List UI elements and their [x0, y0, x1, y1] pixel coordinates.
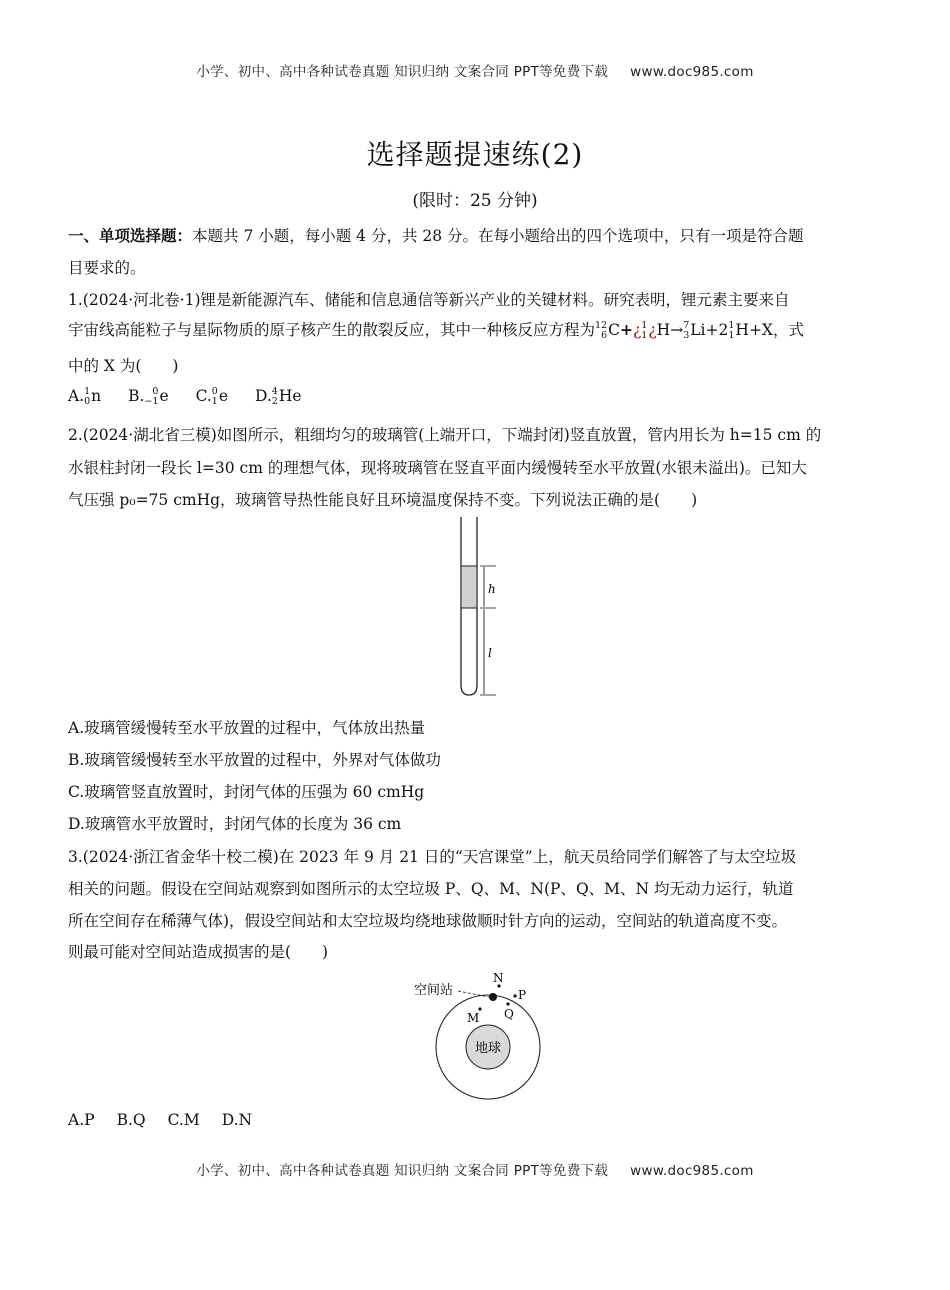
q2-option-c[interactable]: C.玻璃管竖直放置时，封闭气体的压强为 60 cmHg [68, 783, 425, 801]
footer-url[interactable]: www.doc985.com [630, 1163, 754, 1179]
q3-orbit-figure [410, 965, 570, 1100]
q1-option-b[interactable]: B. 0 −1 e [128, 386, 169, 407]
space-station-dot [489, 993, 497, 1001]
q1-line3: 中的 X 为( ) [68, 357, 179, 375]
q3-option-a[interactable]: A.P [68, 1111, 95, 1129]
q3-options [68, 1111, 274, 1129]
page-subtitle: (限时：25 分钟) [412, 191, 538, 211]
q1-option-d[interactable]: D. 4 2 He [254, 386, 302, 407]
q2-option-d[interactable]: D.玻璃管水平放置时，封闭气体的长度为 36 cm [68, 815, 402, 833]
q1-line2-prefix: 宇宙线高能粒子与星际物质的原子核产生的散裂反应，其中一种核反应方程为 [68, 321, 596, 339]
page-header [0, 60, 950, 80]
debris-p-dot [513, 994, 516, 997]
section-heading-line [68, 224, 804, 246]
label-h: h [488, 582, 496, 596]
q1-option-a[interactable]: A. 1 0 n [68, 386, 102, 407]
section-heading: 一、单项选择题： [68, 226, 193, 245]
q2-option-b[interactable]: B.玻璃管缓慢转至水平放置的过程中，外界对气体做功 [68, 751, 441, 769]
q3-line2: 相关的问题。假设在空间站观察到如图所示的太空垃圾 P、Q、M、N(P、Q、M、N 均无动力运行，轨道 [68, 880, 794, 898]
q1-option-c[interactable]: C. 0 1 e [195, 386, 229, 407]
q3-option-c[interactable]: C.M [167, 1111, 200, 1129]
header-url[interactable]: www.doc985.com [630, 64, 754, 80]
q1-line2 [68, 318, 804, 341]
earth-label: 地球 [474, 1041, 502, 1056]
footer-text: 小学、初中、高中各种试卷真题 知识归纳 文案合同 PPT等免费下载 [196, 1163, 609, 1179]
debris-q-dot [506, 1002, 509, 1005]
page-footer [0, 1159, 950, 1179]
mercury-column [461, 566, 477, 608]
page-title: 选择题提速练(2) [366, 138, 584, 171]
debris-n-label: N [493, 971, 504, 985]
q3-line4: 则最可能对空间站造成损害的是( ) [68, 943, 329, 961]
label-l: l [488, 646, 492, 660]
section-desc-2: 目要求的。 [68, 259, 146, 277]
debris-q-label: Q [504, 1007, 514, 1021]
q2-line2: 水银柱封闭一段长 l=30 cm 的理想气体，现将玻璃管在竖直平面内缓慢转至水平放置(水银未溢出)。已知大 [68, 459, 807, 477]
header-text: 小学、初中、高中各种试卷真题 知识归纳 文案合同 PPT等免费下载 [196, 64, 609, 80]
q2-glass-tube-figure [440, 515, 520, 705]
q2-option-a[interactable]: A.玻璃管缓慢转至水平放置的过程中，气体放出热量 [68, 719, 426, 737]
q3-line1: 3.(2024·浙江省金华十校二模)在 2023 年 9 月 21 日的“天宫课堂”上，航天员给同学们解答了与太空垃圾 [68, 848, 797, 866]
section-desc-1: 本题共 7 小题，每小题 4 分，共 28 分。在每小题给出的四个选项中，只有一项是符合题 [192, 227, 804, 245]
q3-line3: 所在空间存在稀薄气体)，假设空间站和太空垃圾均绕地球做顺时针方向的运动，空间站的轨道高度不变。 [68, 912, 788, 930]
q1-line2-suffix: ，式 [772, 321, 804, 339]
q3-option-b[interactable]: B.Q [116, 1111, 146, 1129]
reaction-equation: 12 6 C+¿ 1 1 ¿H→ 7 3 Li+2 1 1 H+X [595, 320, 773, 341]
debris-p-label: P [518, 988, 527, 1002]
station-label: 空间站 [414, 983, 454, 998]
q1-options [68, 387, 324, 407]
q2-line3: 气压强 p₀=75 cmHg，玻璃管导热性能良好且环境温度保持不变。下列说法正确的是( ) [68, 491, 698, 509]
q1-line1: 1.(2024·河北卷·1)锂是新能源汽车、储能和信息通信等新兴产业的关键材料。研究表明，锂元素主要来自 [68, 291, 790, 309]
q3-option-d[interactable]: D.N [221, 1111, 253, 1129]
debris-m-label: M [467, 1011, 480, 1025]
q2-line1: 2.(2024·湖北省三模)如图所示，粗细均匀的玻璃管(上端开口，下端封闭)竖直放置，管内用长为 h=15 cm 的 [68, 426, 822, 444]
